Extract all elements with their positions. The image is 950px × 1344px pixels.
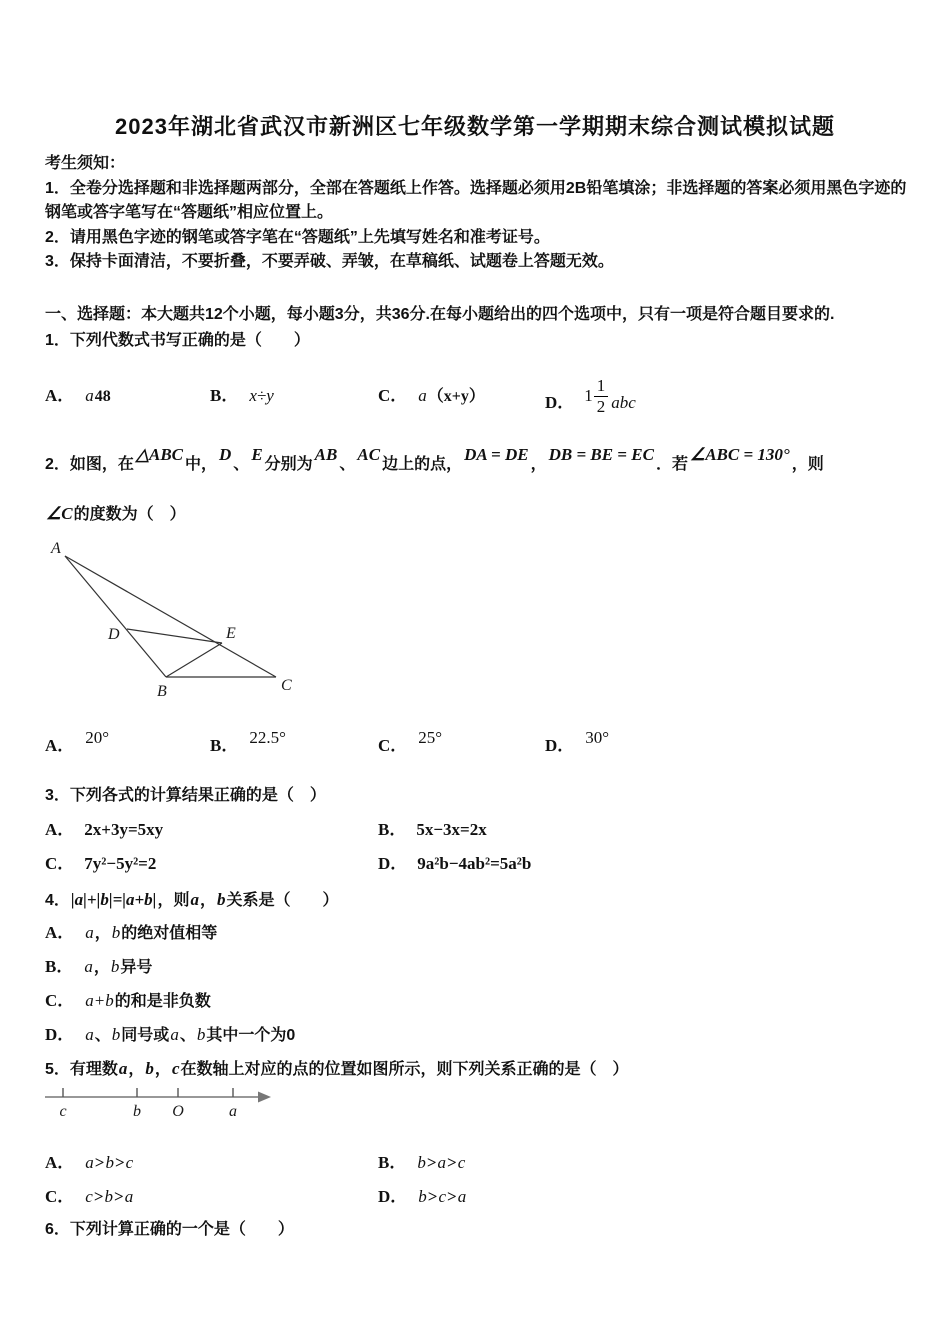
option-label: D． bbox=[545, 736, 575, 755]
option-label: B． bbox=[210, 736, 239, 755]
text-run: 异号 bbox=[120, 959, 153, 976]
text-run: 25° bbox=[418, 728, 443, 747]
q3-options-row1 bbox=[0, 818, 950, 844]
q1-option-d bbox=[545, 376, 636, 423]
text-run: ， bbox=[199, 892, 216, 909]
text-run: ．若 bbox=[655, 456, 688, 473]
text-run: 2．如图，在 bbox=[45, 456, 134, 473]
segment-BE bbox=[166, 643, 222, 677]
text-run: D bbox=[219, 445, 232, 464]
text-run: △ABC bbox=[135, 445, 183, 464]
text-run: c bbox=[457, 1153, 466, 1172]
text-run: b bbox=[216, 890, 226, 909]
text-run: 、 bbox=[233, 456, 250, 473]
text-run: c bbox=[438, 1187, 447, 1206]
q1-option-c bbox=[378, 384, 485, 409]
text-run: a bbox=[85, 386, 94, 405]
triangle-figure bbox=[40, 538, 310, 703]
text-run: 边上的点， bbox=[382, 456, 463, 473]
option-text bbox=[417, 856, 531, 873]
q2-option-a bbox=[45, 728, 110, 759]
numberline-label-a: a bbox=[229, 1103, 237, 1120]
fraction bbox=[594, 377, 609, 416]
option-text bbox=[417, 1189, 467, 1206]
text-run: 分别为 bbox=[264, 456, 313, 473]
q4-option-c bbox=[45, 989, 211, 1014]
text-run: ∠C bbox=[46, 504, 73, 523]
text-run: AC bbox=[357, 445, 381, 464]
triangle-label-A: A bbox=[51, 540, 61, 557]
option-label: B． bbox=[210, 386, 239, 405]
option-text bbox=[84, 728, 110, 755]
section-heading: 一、选择题：本大题共12个小题，每小题3分，共36分.在每小题给出的四个选项中，只有一项是符合题目要求的. bbox=[45, 306, 835, 323]
q4-stem bbox=[45, 888, 338, 913]
text-run: a bbox=[85, 1025, 94, 1044]
option-text bbox=[84, 822, 163, 839]
text-run: > bbox=[447, 1153, 457, 1172]
triangle-label-E: E bbox=[226, 625, 236, 642]
text-run: b bbox=[417, 1153, 426, 1172]
segment-AB bbox=[65, 556, 166, 677]
text-run: 7y²−5y²=2 bbox=[84, 854, 157, 873]
q3-option-c bbox=[45, 852, 156, 877]
text-run: b bbox=[104, 1187, 114, 1206]
text-run: ，则 bbox=[791, 456, 824, 473]
option-label: C． bbox=[378, 736, 408, 755]
option-text bbox=[84, 1155, 134, 1172]
text-run: > bbox=[447, 1187, 457, 1206]
text-run: 的和是非负数 bbox=[114, 993, 211, 1010]
text-run: ， bbox=[93, 959, 110, 976]
option-label: D． bbox=[45, 1025, 75, 1044]
q1-stem: 1．下列代数式书写正确的是（ ） bbox=[45, 332, 310, 349]
text-run: > bbox=[427, 1187, 438, 1206]
q5-options-row1 bbox=[0, 1151, 950, 1177]
option-label: C． bbox=[45, 854, 75, 873]
q2-option-c bbox=[378, 728, 443, 759]
option-label: B． bbox=[378, 820, 407, 839]
option-text bbox=[84, 925, 217, 942]
text-run: 、 bbox=[179, 1027, 196, 1044]
notice-item-2: 2．请用黑色字迹的钢笔或答字笔在“答题纸”上先填写姓名和准考证号。 bbox=[45, 229, 550, 246]
text-run: > bbox=[93, 1187, 104, 1206]
text-run: a bbox=[85, 923, 94, 942]
text-run: 30° bbox=[585, 728, 610, 747]
text-run: 2x+3y=5xy bbox=[84, 820, 164, 839]
q1-options-row bbox=[0, 376, 950, 416]
option-text bbox=[84, 1189, 134, 1206]
text-run: ∠ABC = 130° bbox=[689, 445, 790, 464]
text-run: 中， bbox=[185, 456, 218, 473]
text-run: ， bbox=[128, 1061, 145, 1078]
q3-options-row2 bbox=[0, 852, 950, 878]
q4-option-row-a bbox=[0, 921, 950, 947]
q5-option-b bbox=[378, 1151, 466, 1176]
q2-option-d bbox=[545, 728, 610, 759]
text-run: AB bbox=[314, 445, 338, 464]
option-label: B． bbox=[45, 957, 74, 976]
text-run: 9a²b−4ab²=5a²b bbox=[417, 854, 532, 873]
arrowhead bbox=[258, 1092, 271, 1103]
text-run: b bbox=[196, 1025, 206, 1044]
q2-options-row bbox=[0, 728, 950, 760]
triangle-label-C: C bbox=[281, 677, 292, 694]
text-run: c bbox=[85, 1187, 93, 1206]
text-run: a bbox=[170, 1025, 179, 1044]
option-label: A． bbox=[45, 736, 75, 755]
text-run: 、 bbox=[339, 456, 356, 473]
option-label: D． bbox=[378, 854, 408, 873]
option-text bbox=[84, 993, 211, 1010]
text-run: 5．有理数 bbox=[45, 1061, 118, 1078]
option-label: C． bbox=[378, 386, 408, 405]
text-run: > bbox=[114, 1153, 125, 1172]
q6-stem: 6．下列计算正确的一个是（ ） bbox=[45, 1221, 294, 1238]
option-text bbox=[83, 959, 152, 976]
text-run: a bbox=[418, 386, 427, 405]
text-run: a bbox=[190, 890, 199, 909]
page-title: 2023年湖北省武汉市新洲区七年级数学第一学期期末综合测试模拟试题 bbox=[115, 114, 835, 139]
option-text bbox=[416, 822, 486, 839]
option-text: abc bbox=[611, 392, 636, 412]
text-run: E bbox=[251, 445, 263, 464]
option-text bbox=[416, 1155, 466, 1172]
text-run: b bbox=[110, 957, 120, 976]
text-run: a bbox=[437, 1153, 447, 1172]
q4-option-b bbox=[45, 955, 152, 980]
text-run: DA = DE bbox=[464, 445, 529, 464]
text-run: 同号或 bbox=[121, 1027, 170, 1044]
text-run: 22.5° bbox=[249, 728, 286, 747]
text-run: 在数轴上对应的点的位置如图所示，则下列关系正确的是（ ） bbox=[180, 1061, 629, 1078]
segment-AC bbox=[65, 556, 276, 677]
text-run: a bbox=[84, 957, 93, 976]
segment-DE bbox=[127, 629, 222, 643]
q4-option-row-b bbox=[0, 955, 950, 981]
option-text bbox=[584, 728, 610, 755]
text-run: b bbox=[418, 1187, 427, 1206]
q5-option-a bbox=[45, 1151, 134, 1176]
numberline-label-O: O bbox=[172, 1103, 184, 1120]
text-run: 5x−3x=2x bbox=[416, 820, 487, 839]
text-run: b bbox=[111, 1025, 121, 1044]
option-text bbox=[417, 728, 443, 755]
text-run: 、 bbox=[94, 1027, 111, 1044]
text-run: c bbox=[125, 1153, 134, 1172]
text-run: b bbox=[105, 1153, 114, 1172]
numberline-label-c: c bbox=[59, 1103, 67, 1120]
text-run: ，则 bbox=[157, 892, 190, 909]
q4-option-a bbox=[45, 921, 217, 946]
option-text bbox=[417, 388, 485, 405]
text-run: 4． bbox=[45, 892, 70, 909]
text-run: ， bbox=[94, 925, 111, 942]
option-label: C． bbox=[45, 991, 75, 1010]
numberline-label-b: b bbox=[133, 1103, 141, 1120]
option-text bbox=[248, 728, 287, 755]
q5-option-d bbox=[378, 1185, 467, 1210]
text-run: 关系是（ ） bbox=[226, 892, 339, 909]
option-label: A． bbox=[45, 386, 75, 405]
text-run: > bbox=[426, 1153, 437, 1172]
notice-item-3: 3．保持卡面清洁，不要折叠，不要弄破、弄皱，在草稿纸、试题卷上答题无效。 bbox=[45, 253, 614, 270]
fraction-denominator: 2 bbox=[596, 396, 606, 416]
q3-option-d bbox=[378, 852, 531, 877]
text-run: 的绝对值相等 bbox=[121, 925, 218, 942]
option-label: D． bbox=[545, 392, 575, 412]
text-run: a bbox=[85, 1153, 94, 1172]
text-run: b bbox=[145, 1059, 154, 1078]
text-run: > bbox=[94, 1153, 105, 1172]
notice-item-1: 1．全卷分选择题和非选择题两部分，全部在答题纸上作答。选择题必须用2B铅笔填涂；非选择题的答案必须用黑色字迹的钢笔或答字笔写在“答题纸”相应位置上。 bbox=[45, 180, 907, 221]
text-run: DB = BE = EC bbox=[548, 445, 654, 464]
option-text bbox=[84, 856, 156, 873]
whole-number: 1 bbox=[584, 386, 593, 406]
q3-option-a bbox=[45, 818, 163, 843]
fraction-numerator: 1 bbox=[594, 377, 609, 397]
q5-options-row2 bbox=[0, 1185, 950, 1211]
q4-option-row-c bbox=[0, 989, 950, 1015]
option-label: C． bbox=[45, 1187, 75, 1206]
q1-option-a bbox=[45, 384, 111, 409]
q1-option-b bbox=[210, 384, 275, 409]
triangle-label-B: B bbox=[157, 683, 167, 700]
text-run: （x+y） bbox=[427, 388, 485, 405]
notice-heading: 考生须知： bbox=[45, 155, 126, 172]
q2-stem-line2 bbox=[45, 502, 186, 527]
text-run: x÷y bbox=[249, 386, 274, 405]
text-run: ， bbox=[530, 456, 547, 473]
option-label: A． bbox=[45, 923, 75, 942]
q3-stem: 3．下列各式的计算结果正确的是（ ） bbox=[45, 787, 326, 804]
q5-option-c bbox=[45, 1185, 134, 1210]
q4-option-d bbox=[45, 1023, 295, 1048]
text-run: 的度数为（ ） bbox=[73, 506, 186, 523]
text-run: a bbox=[457, 1187, 467, 1206]
text-run: b bbox=[111, 923, 121, 942]
text-run: a bbox=[118, 1059, 128, 1078]
q5-stem bbox=[45, 1057, 629, 1082]
text-run: a+b bbox=[85, 991, 114, 1010]
text-run: > bbox=[114, 1187, 124, 1206]
option-label: A． bbox=[45, 1153, 75, 1172]
q2-option-b bbox=[210, 728, 287, 759]
mixed-number bbox=[584, 377, 608, 416]
text-run: 48 bbox=[94, 388, 111, 405]
q2-stem-line1 bbox=[45, 445, 824, 477]
option-text bbox=[84, 388, 111, 405]
option-label: D． bbox=[378, 1187, 408, 1206]
option-label: A． bbox=[45, 820, 75, 839]
text-run: ， bbox=[154, 1061, 171, 1078]
option-text bbox=[84, 1027, 295, 1044]
option-label: B． bbox=[378, 1153, 407, 1172]
q3-option-b bbox=[378, 818, 487, 843]
text-run: 其中一个为0 bbox=[206, 1027, 296, 1044]
number-line-figure bbox=[40, 1080, 285, 1122]
text-run: |a|+|b|=|a+b| bbox=[70, 890, 157, 909]
option-text bbox=[248, 388, 274, 405]
text-run: c bbox=[171, 1059, 180, 1078]
text-run: a bbox=[124, 1187, 134, 1206]
triangle-label-D: D bbox=[108, 626, 120, 643]
q4-option-row-d bbox=[0, 1023, 950, 1049]
text-run: 20° bbox=[85, 728, 110, 747]
